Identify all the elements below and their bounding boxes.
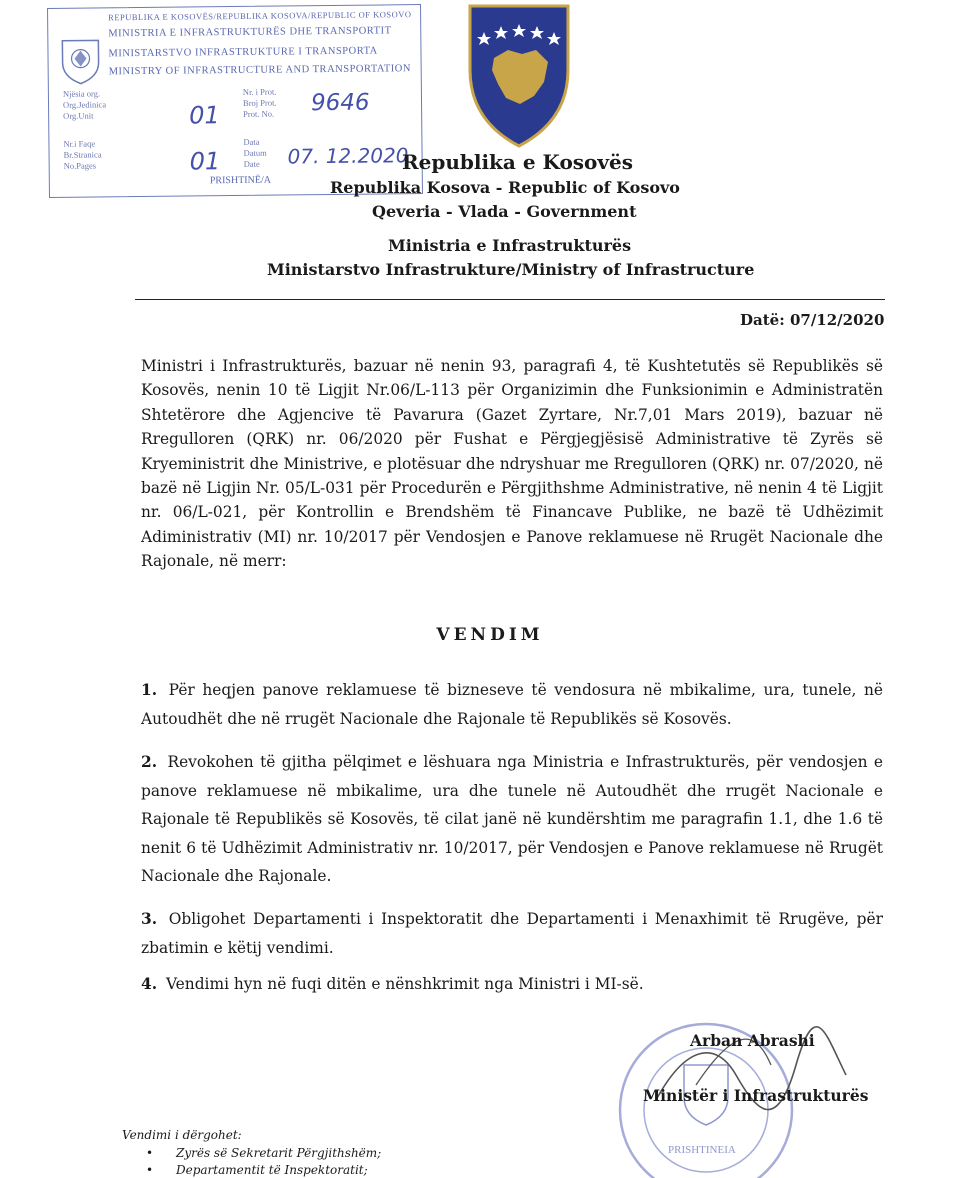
item-number: 2. bbox=[141, 753, 158, 771]
document-date: Datë: 07/12/2020 bbox=[740, 311, 885, 329]
header-line-2: Republika Kosova - Republic of Kosovo bbox=[330, 178, 680, 197]
signatory-title: Ministër i Infrastrukturës bbox=[643, 1086, 869, 1105]
stamp-label-mid-2: Prot. No. bbox=[243, 108, 275, 119]
registry-stamp bbox=[47, 4, 423, 198]
stamp-line-2: MINISTRIA E INFRASTRUKTURËS DHE TRANSPORTIT bbox=[108, 25, 392, 40]
distribution-item-text: Departamentit të Inspektoratit; bbox=[176, 1163, 368, 1177]
decision-item bbox=[141, 676, 883, 733]
item-number: 3. bbox=[141, 910, 158, 928]
decision-title: VENDIM bbox=[436, 625, 544, 645]
header-divider bbox=[135, 299, 885, 300]
stamp-label-mid-5: Date bbox=[243, 158, 260, 169]
stamp-label-left-2: Org.Unit bbox=[63, 110, 94, 121]
stamp-label-left-3: Nr.i Faqe bbox=[63, 138, 96, 149]
decision-item bbox=[141, 905, 883, 962]
stamp-org-unit: 01 bbox=[189, 101, 220, 130]
stamp-label-left-5: No.Pages bbox=[63, 160, 97, 171]
header-line-4: Ministria e Infrastrukturës bbox=[388, 236, 632, 255]
intro-paragraph: Ministri i Infrastrukturës, bazuar në nenin 93, paragrafi 4, të Kushtetutës së Republikës së Kosovës, nenin 10 të Ligjit Nr.06/L-113 për Organizimin dhe Funksionimin e Administratën Shtetërore dhe Agjencive të Pavarura (Gazet Zyrtare, Nr.7,01 Mars 2019), bazuar në Rregulloren (QRK) nr. 06/2020 për Fushat e Përgjegjësisë Administrative të Zyrës së Kryeministrit dhe Ministrive, e plotësuar dhe ndryshuar me Rregulloren (QRK) nr. 07/2020, në bazë në Ligjin Nr. 05/L-031 për Procedurën e Përgjithshme Administrative, në nenin 4 të Ligjit nr. 06/L-021, për Kontrollin e Brendshëm të Financave Publike, ne bazë të Udhëzimit Adiministrativ (MI) nr. 10/2017 për Vendosjen e Panove reklamuese në Rrugët Nacionale dhe Rajonale, në merr: bbox=[141, 357, 883, 571]
item-number: 1. bbox=[141, 681, 158, 699]
stamp-date: 07. 12.2020 bbox=[287, 143, 409, 169]
stamp-line-4: MINISTRY OF INFRASTRUCTURE AND TRANSPORTATION bbox=[108, 63, 411, 78]
stamp-label-left-1: Org.Jedinica bbox=[62, 99, 107, 110]
stamp-city: PRISHTINË/A bbox=[209, 174, 272, 187]
header-line-3: Qeveria - Vlada - Government bbox=[372, 202, 637, 221]
decision-item bbox=[141, 970, 883, 999]
distribution-title: Vendimi i dërgohet: bbox=[122, 1128, 242, 1142]
item-number: 4. bbox=[141, 975, 158, 993]
stamp-emblem-icon bbox=[58, 36, 103, 84]
coat-of-arms-icon bbox=[464, 0, 574, 148]
stamp-protocol-no: 9646 bbox=[310, 89, 370, 117]
header-line-5: Ministarstvo Infrastrukture/Ministry of Infrastructure bbox=[267, 260, 755, 279]
distribution-item bbox=[148, 1163, 368, 1177]
stamp-label-left-0: Njësia org. bbox=[62, 88, 101, 99]
signatory-name: Arban Abrashi bbox=[690, 1031, 815, 1050]
stamp-line-1: REPUBLIKA E KOSOVËS/REPUBLIKA KOSOVA/REPUBLIC OF KOSOVO bbox=[108, 9, 412, 23]
stamp-label-left-4: Br.Stranica bbox=[63, 149, 102, 160]
item-text: Revokohen të gjitha pëlqimet e lëshuara nga Ministria e Infrastrukturës, për vendosjen e panove reklamuese në mbikalime, ura dhe tunele në Autoudhët dhe rrugët Nacionale e Rajonale të Republikës së Kosovës, të cilat janë në kundërshtim me paragrafin 1.1, dhe 1.6 të nenit 6 të Udhëzimit Administrativ nr. 10/2017, për Vendosjen e Panove reklamuese në Rrugët Nacionale dhe Rajonale. bbox=[141, 753, 883, 885]
item-text: Obligohet Departamenti i Inspektoratit dhe Departamenti i Menaxhimit të Rrugëve, për zbatimin e këtij vendimi. bbox=[141, 910, 883, 957]
stamp-label-mid-1: Broj Prot. bbox=[242, 97, 277, 108]
distribution-item bbox=[148, 1146, 381, 1160]
stamp-label-mid-0: Nr. i Prot. bbox=[242, 86, 277, 97]
distribution-item-text: Zyrës së Sekretarit Përgjithshëm; bbox=[176, 1146, 382, 1160]
stamp-line-3: MINISTARSTVO INFRASTRUKTURE I TRANSPORTA bbox=[108, 45, 378, 60]
seal-text: PRISHTINEIA bbox=[668, 1144, 736, 1156]
stamp-label-mid-4: Datum bbox=[243, 147, 267, 158]
header-line-1: Republika e Kosovës bbox=[402, 150, 634, 174]
item-text: Vendimi hyn në fuqi ditën e nënshkrimit nga Ministri i MI-së. bbox=[165, 975, 644, 993]
item-text: Për heqjen panove reklamuese të bizneseve të vendosura në mbikalime, ura, tunele, në Autoudhët dhe në rrugët Nacionale dhe Rajonale të Republikës së Kosovës. bbox=[141, 681, 883, 728]
stamp-pages: 01 bbox=[189, 147, 221, 176]
stamp-label-mid-3: Data bbox=[243, 136, 260, 147]
decision-item bbox=[141, 748, 883, 891]
